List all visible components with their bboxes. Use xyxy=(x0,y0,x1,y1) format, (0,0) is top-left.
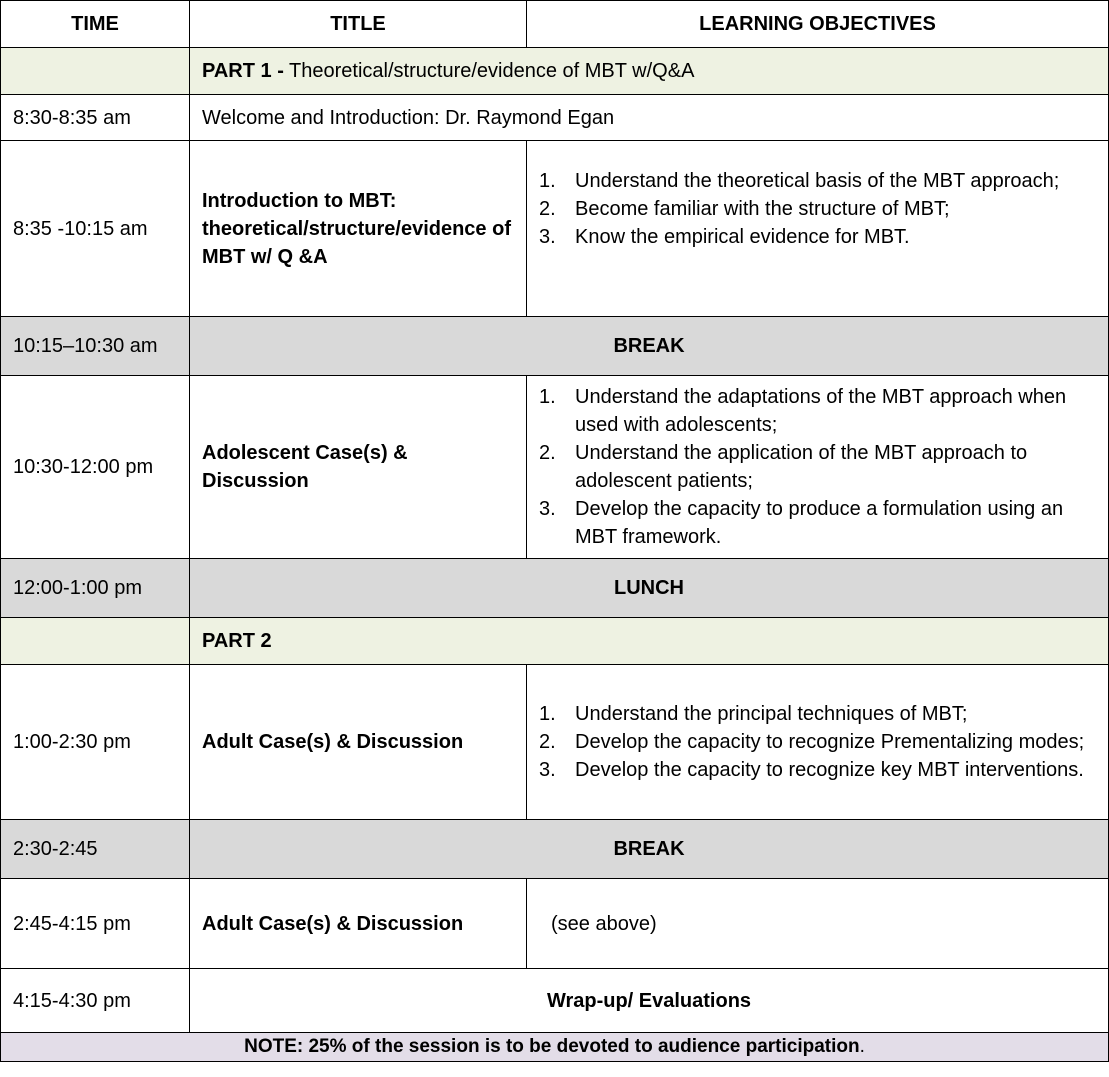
objective-text: Develop the capacity to produce a formulation using an MBT framework. xyxy=(575,498,1064,548)
note-cell xyxy=(1,1033,1109,1062)
welcome-row xyxy=(1,95,1109,141)
note-row xyxy=(1,1033,1109,1062)
adult-1-time: 1:00-2:30 pm xyxy=(1,665,190,820)
break-1-label: BREAK xyxy=(190,317,1109,376)
objective-text: Understand the theoretical basis of the MBT approach; xyxy=(575,169,1060,192)
objective-number: 3. xyxy=(539,759,556,781)
objective-number: 1. xyxy=(539,169,556,192)
objective-text: Understand the application of the MBT approach to adolescent patients; xyxy=(575,442,1028,492)
adult-2-row xyxy=(1,879,1109,969)
wrapup-label: Wrap-up/ Evaluations xyxy=(190,969,1109,1033)
objective-item xyxy=(539,223,1096,251)
break-1-time: 10:15–10:30 am xyxy=(1,317,190,376)
part-1-text: Theoretical/structure/evidence of MBT w/Q&A xyxy=(283,60,695,82)
objective-text: Develop the capacity to recognize Prementalizing modes; xyxy=(575,731,1085,753)
adolescent-row xyxy=(1,376,1109,559)
adult-1-title: Adult Case(s) & Discussion xyxy=(190,665,527,820)
adult-2-objectives xyxy=(527,879,1109,969)
objective-item xyxy=(539,195,1096,223)
objective-number: 3. xyxy=(539,225,556,248)
objective-text: Develop the capacity to recognize key MBT interventions. xyxy=(575,759,1084,781)
adult-1-objectives xyxy=(539,700,1096,784)
objective-text: Know the empirical evidence for MBT. xyxy=(575,225,910,248)
part-1-time-cell xyxy=(1,48,190,95)
welcome-time: 8:30-8:35 am xyxy=(1,95,190,141)
objective-number: 1. xyxy=(539,703,556,725)
lunch-time: 12:00-1:00 pm xyxy=(1,559,190,618)
objective-text: Understand the adaptations of the MBT approach when used with adolescents; xyxy=(575,386,1067,436)
part-2-label: PART 2 xyxy=(190,618,1109,665)
header-title: TITLE xyxy=(190,1,527,48)
objective-text: Understand the principal techniques of MBT; xyxy=(575,703,968,725)
header-row xyxy=(1,1,1109,48)
part-1-row xyxy=(1,48,1109,95)
wrapup-time: 4:15-4:30 pm xyxy=(1,969,190,1033)
lunch-row xyxy=(1,559,1109,618)
intro-objectives xyxy=(539,167,1096,251)
header-objectives: LEARNING OBJECTIVES xyxy=(527,1,1109,48)
objective-item xyxy=(539,439,1096,495)
objective-item xyxy=(539,756,1096,784)
part-1-cell xyxy=(190,48,1109,95)
intro-objectives-cell xyxy=(527,141,1109,317)
adult-1-row xyxy=(1,665,1109,820)
intro-title: Introduction to MBT: theoretical/structure/evidence of MBT w/ Q &A xyxy=(190,141,527,317)
break-2-row xyxy=(1,820,1109,879)
objective-item xyxy=(539,700,1096,728)
break-2-time: 2:30-2:45 xyxy=(1,820,190,879)
see-above-text: (see above) xyxy=(551,912,657,935)
objective-item xyxy=(539,495,1096,551)
part-2-time-cell xyxy=(1,618,190,665)
intro-row xyxy=(1,141,1109,317)
objective-item xyxy=(539,167,1096,195)
objective-text: Become familiar with the structure of MBT; xyxy=(575,197,950,220)
objective-number: 2. xyxy=(539,442,556,464)
adolescent-time: 10:30-12:00 pm xyxy=(1,376,190,559)
break-1-row xyxy=(1,317,1109,376)
note-text: NOTE: 25% of the session is to be devoted to audience participation xyxy=(244,1036,860,1057)
welcome-text: Welcome and Introduction: Dr. Raymond Egan xyxy=(190,95,1109,141)
adolescent-objectives-cell xyxy=(527,376,1109,559)
objective-item xyxy=(539,728,1096,756)
break-2-label: BREAK xyxy=(190,820,1109,879)
adolescent-objectives xyxy=(539,383,1096,551)
objective-number: 2. xyxy=(539,197,556,220)
adult-2-time: 2:45-4:15 pm xyxy=(1,879,190,969)
adolescent-title: Adolescent Case(s) & Discussion xyxy=(190,376,527,559)
wrapup-row xyxy=(1,969,1109,1033)
objective-item xyxy=(539,383,1096,439)
lunch-label: LUNCH xyxy=(190,559,1109,618)
header-time: TIME xyxy=(1,1,190,48)
intro-time: 8:35 -10:15 am xyxy=(1,141,190,317)
objective-number: 3. xyxy=(539,498,556,520)
note-tail: . xyxy=(859,1036,865,1057)
part-2-row xyxy=(1,618,1109,665)
adult-2-title: Adult Case(s) & Discussion xyxy=(190,879,527,969)
part-1-label: PART 1 - xyxy=(202,60,284,82)
adult-1-objectives-cell xyxy=(527,665,1109,820)
objective-number: 1. xyxy=(539,386,556,408)
objective-number: 2. xyxy=(539,731,556,753)
